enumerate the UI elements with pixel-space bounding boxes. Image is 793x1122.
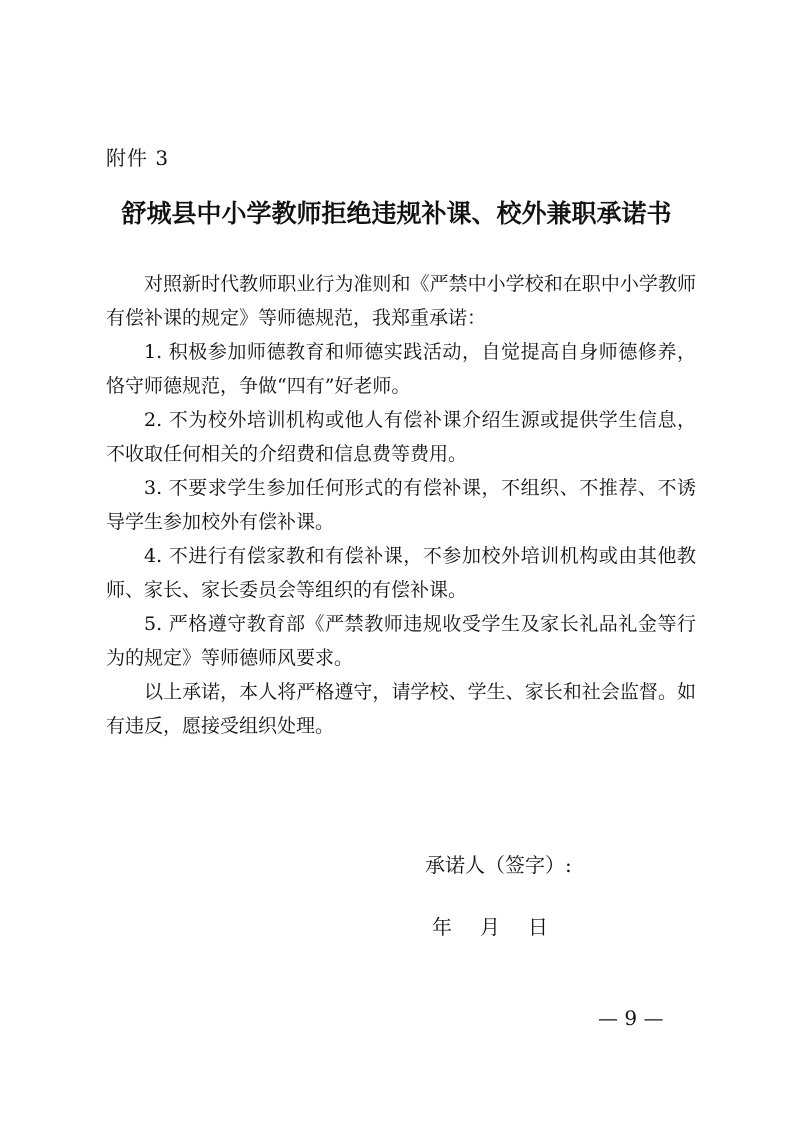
date-line — [432, 912, 548, 942]
date-day-label: 日 — [528, 915, 548, 939]
paragraph-item-3: 3. 不要求学生参加任何形式的有偿补课，不组织、不推荐、不诱导学生参加校外有偿补课。 — [106, 477, 696, 533]
paragraph-item-2: 2. 不为校外培训机构或他人有偿补课介绍生源或提供学生信息，不收取任何相关的介绍费和信息费等费用。 — [106, 409, 696, 465]
paragraph-closing: 以上承诺，本人将严格遵守，请学校、学生、家长和社会监督。如有违反，愿接受组织处理。 — [106, 681, 696, 737]
paragraph-item-4: 4. 不进行有偿家教和有偿补课，不参加校外培训机构或由其他教师、家长、家长委员会等组织的有偿补课。 — [106, 545, 696, 601]
date-month-label: 月 — [480, 915, 500, 939]
attachment-label: 附件 3 — [106, 146, 170, 170]
paragraph-item-5: 5. 严格遵守教育部《严禁教师违规收受学生及家长礼品礼金等行为的规定》等师德师风要求。 — [106, 613, 696, 669]
paragraph-intro: 对照新时代教师职业行为准则和《严禁中小学校和在职中小学教师有偿补课的规定》等师德规范，我郑重承诺： — [106, 273, 696, 329]
signature-label: 承诺人（签字）: — [425, 853, 572, 877]
page-number: — 9 — — [598, 1006, 664, 1030]
document-body — [106, 267, 696, 743]
date-year-label: 年 — [432, 915, 452, 939]
document-title: 舒城县中小学教师拒绝违规补课、校外兼职承诺书 — [121, 199, 672, 228]
paragraph-item-1: 1. 积极参加师德教育和师德实践活动，自觉提高自身师德修养，恪守师德规范，争做“四有”好老师。 — [106, 341, 696, 397]
